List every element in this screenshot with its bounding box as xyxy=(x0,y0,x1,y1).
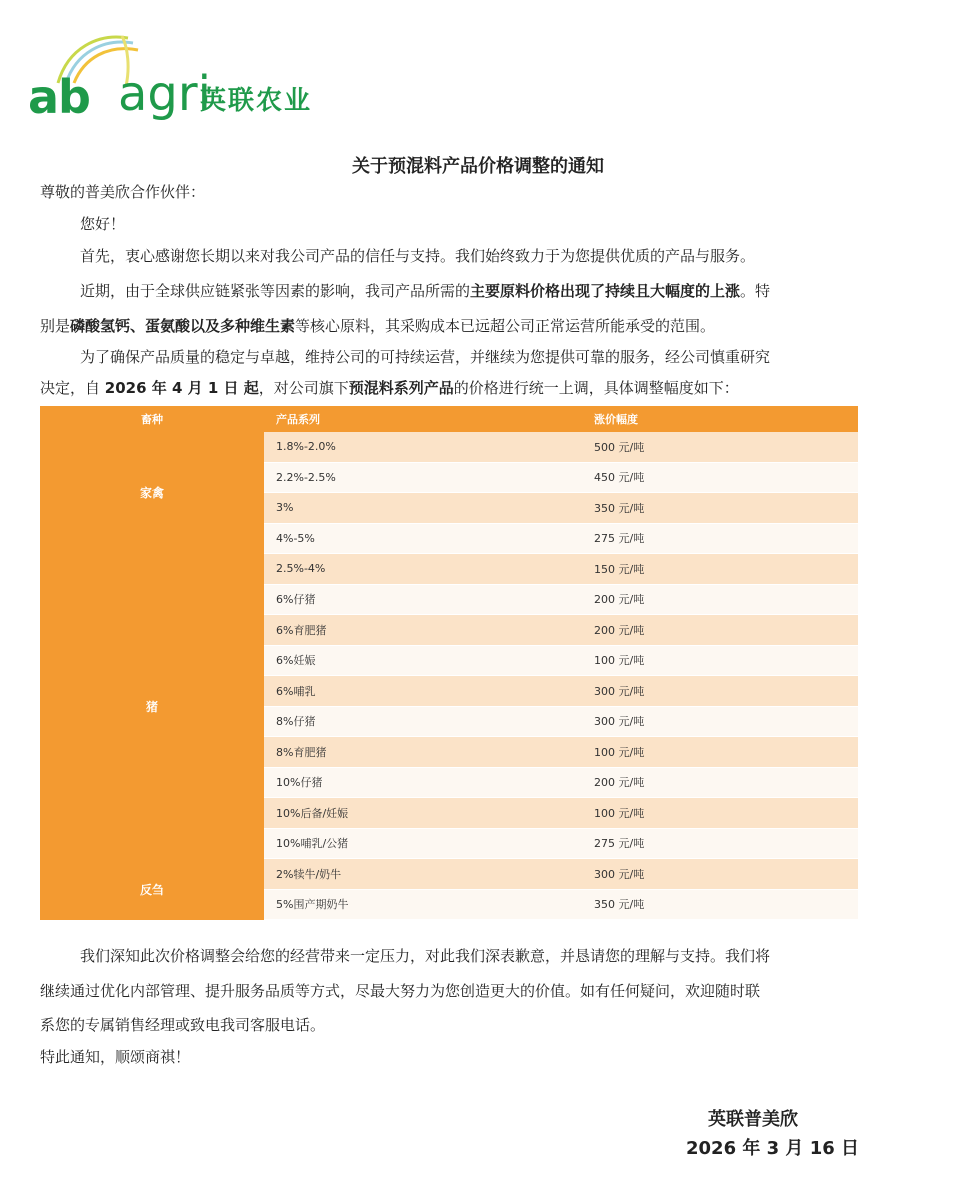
increase-cell: 300 元/吨 xyxy=(582,859,858,890)
greeting: 您好！ xyxy=(80,215,126,233)
text-segment: 决定，自 xyxy=(40,379,105,397)
bold-segment: 预混料系列产品 xyxy=(348,379,454,397)
increase-cell: 200 元/吨 xyxy=(582,584,858,615)
product-series-cell: 8%育肥猪 xyxy=(264,737,582,768)
header-species: 畜种 xyxy=(40,406,264,432)
salutation: 尊敬的普美欣合作伙伴： xyxy=(40,183,206,201)
closing-line2: 继续通过优化内部管理、提升服务品质等方式，尽最大努力为您创造更大的价值。如有任何疑问，欢迎随时联 xyxy=(40,982,761,1000)
logo-ab-text: ab xyxy=(28,70,90,124)
increase-cell: 200 元/吨 xyxy=(582,767,858,798)
product-series-cell: 6%哺乳 xyxy=(264,676,582,707)
signature-company: 英联普美欣 xyxy=(708,1109,798,1130)
product-series-cell: 5%围产期奶牛 xyxy=(264,889,582,920)
signature-date: 2026 年 3 月 16 日 xyxy=(686,1138,860,1159)
increase-cell: 350 元/吨 xyxy=(582,493,858,524)
product-series-cell: 1.8%-2.0% xyxy=(264,432,582,462)
increase-cell: 200 元/吨 xyxy=(582,615,858,646)
increase-cell: 100 元/吨 xyxy=(582,798,858,829)
increase-cell: 100 元/吨 xyxy=(582,737,858,768)
bold-segment: 磷酸氢钙、蛋氨酸以及多种维生素 xyxy=(70,317,296,335)
product-series-cell: 6%仔猪 xyxy=(264,584,582,615)
increase-cell: 275 元/吨 xyxy=(582,523,858,554)
bold-date: 2026 年 4 月 1 日 起 xyxy=(104,379,259,397)
species-cell: 家禽 xyxy=(40,432,264,554)
paragraph-decision-line2 xyxy=(40,372,739,404)
product-series-cell: 2.2%-2.5% xyxy=(264,462,582,493)
paragraph-thanks: 首先，衷心感谢您长期以来对我公司产品的信任与支持。我们始终致力于为您提供优质的产品与服务。 xyxy=(80,247,756,265)
increase-cell: 450 元/吨 xyxy=(582,462,858,493)
product-series-cell: 2.5%-4% xyxy=(264,554,582,585)
product-series-cell: 4%-5% xyxy=(264,523,582,554)
text-segment: 近期，由于全球供应链紧张等因素的影响，我司产品所需的 xyxy=(80,282,471,300)
product-series-cell: 10%仔猪 xyxy=(264,767,582,798)
text-segment: ，对公司旗下 xyxy=(258,379,349,397)
species-cell: 猪 xyxy=(40,554,264,859)
paragraph-decision-line1: 为了确保产品质量的稳定与卓越，维持公司的可持续运营，并继续为您提供可靠的服务，经公司慎重研究 xyxy=(80,348,771,366)
farewell: 特此通知，顺颂商祺！ xyxy=(40,1048,191,1066)
text-segment: 的价格进行统一上调，具体调整幅度如下： xyxy=(453,379,739,397)
text-segment: 。特 xyxy=(740,282,771,300)
table-row xyxy=(40,859,858,890)
text-segment: 等核心原料，其采购成本已远超公司正常运营所能承受的范围。 xyxy=(295,317,716,335)
product-series-cell: 10%后备/妊娠 xyxy=(264,798,582,829)
closing-line1: 我们深知此次价格调整会给您的经营带来一定压力，对此我们深表歉意，并恳请您的理解与支持。我们将 xyxy=(80,947,771,965)
table-row xyxy=(40,554,858,585)
species-cell: 反刍 xyxy=(40,859,264,920)
notice-title: 关于预混料产品价格调整的通知 xyxy=(352,156,604,177)
price-adjustment-table xyxy=(40,406,858,920)
logo-chinese-name: 英联农业 xyxy=(200,86,313,116)
increase-cell: 100 元/吨 xyxy=(582,645,858,676)
product-series-cell: 3% xyxy=(264,493,582,524)
increase-cell: 275 元/吨 xyxy=(582,828,858,859)
table-row xyxy=(40,432,858,462)
increase-cell: 300 元/吨 xyxy=(582,676,858,707)
product-series-cell: 10%哺乳/公猪 xyxy=(264,828,582,859)
product-series-cell: 6%妊娠 xyxy=(264,645,582,676)
product-series-cell: 2%犊牛/奶牛 xyxy=(264,859,582,890)
bold-segment: 主要原料价格出现了持续且大幅度的上涨 xyxy=(470,282,741,300)
increase-cell: 350 元/吨 xyxy=(582,889,858,920)
paragraph-reason-line1 xyxy=(80,275,770,307)
closing-line3: 系您的专属销售经理或致电我司客服电话。 xyxy=(40,1016,326,1034)
product-series-cell: 6%育肥猪 xyxy=(264,615,582,646)
product-series-cell: 8%仔猪 xyxy=(264,706,582,737)
company-logo xyxy=(28,28,358,128)
increase-cell: 150 元/吨 xyxy=(582,554,858,585)
header-product-series: 产品系列 xyxy=(264,406,582,432)
paragraph-reason-line2 xyxy=(40,310,715,342)
header-increase: 涨价幅度 xyxy=(582,406,858,432)
table-header-row xyxy=(40,406,858,432)
text-segment: 别是 xyxy=(40,317,71,335)
logo-agri-text: agri xyxy=(118,66,211,122)
increase-cell: 300 元/吨 xyxy=(582,706,858,737)
increase-cell: 500 元/吨 xyxy=(582,432,858,462)
